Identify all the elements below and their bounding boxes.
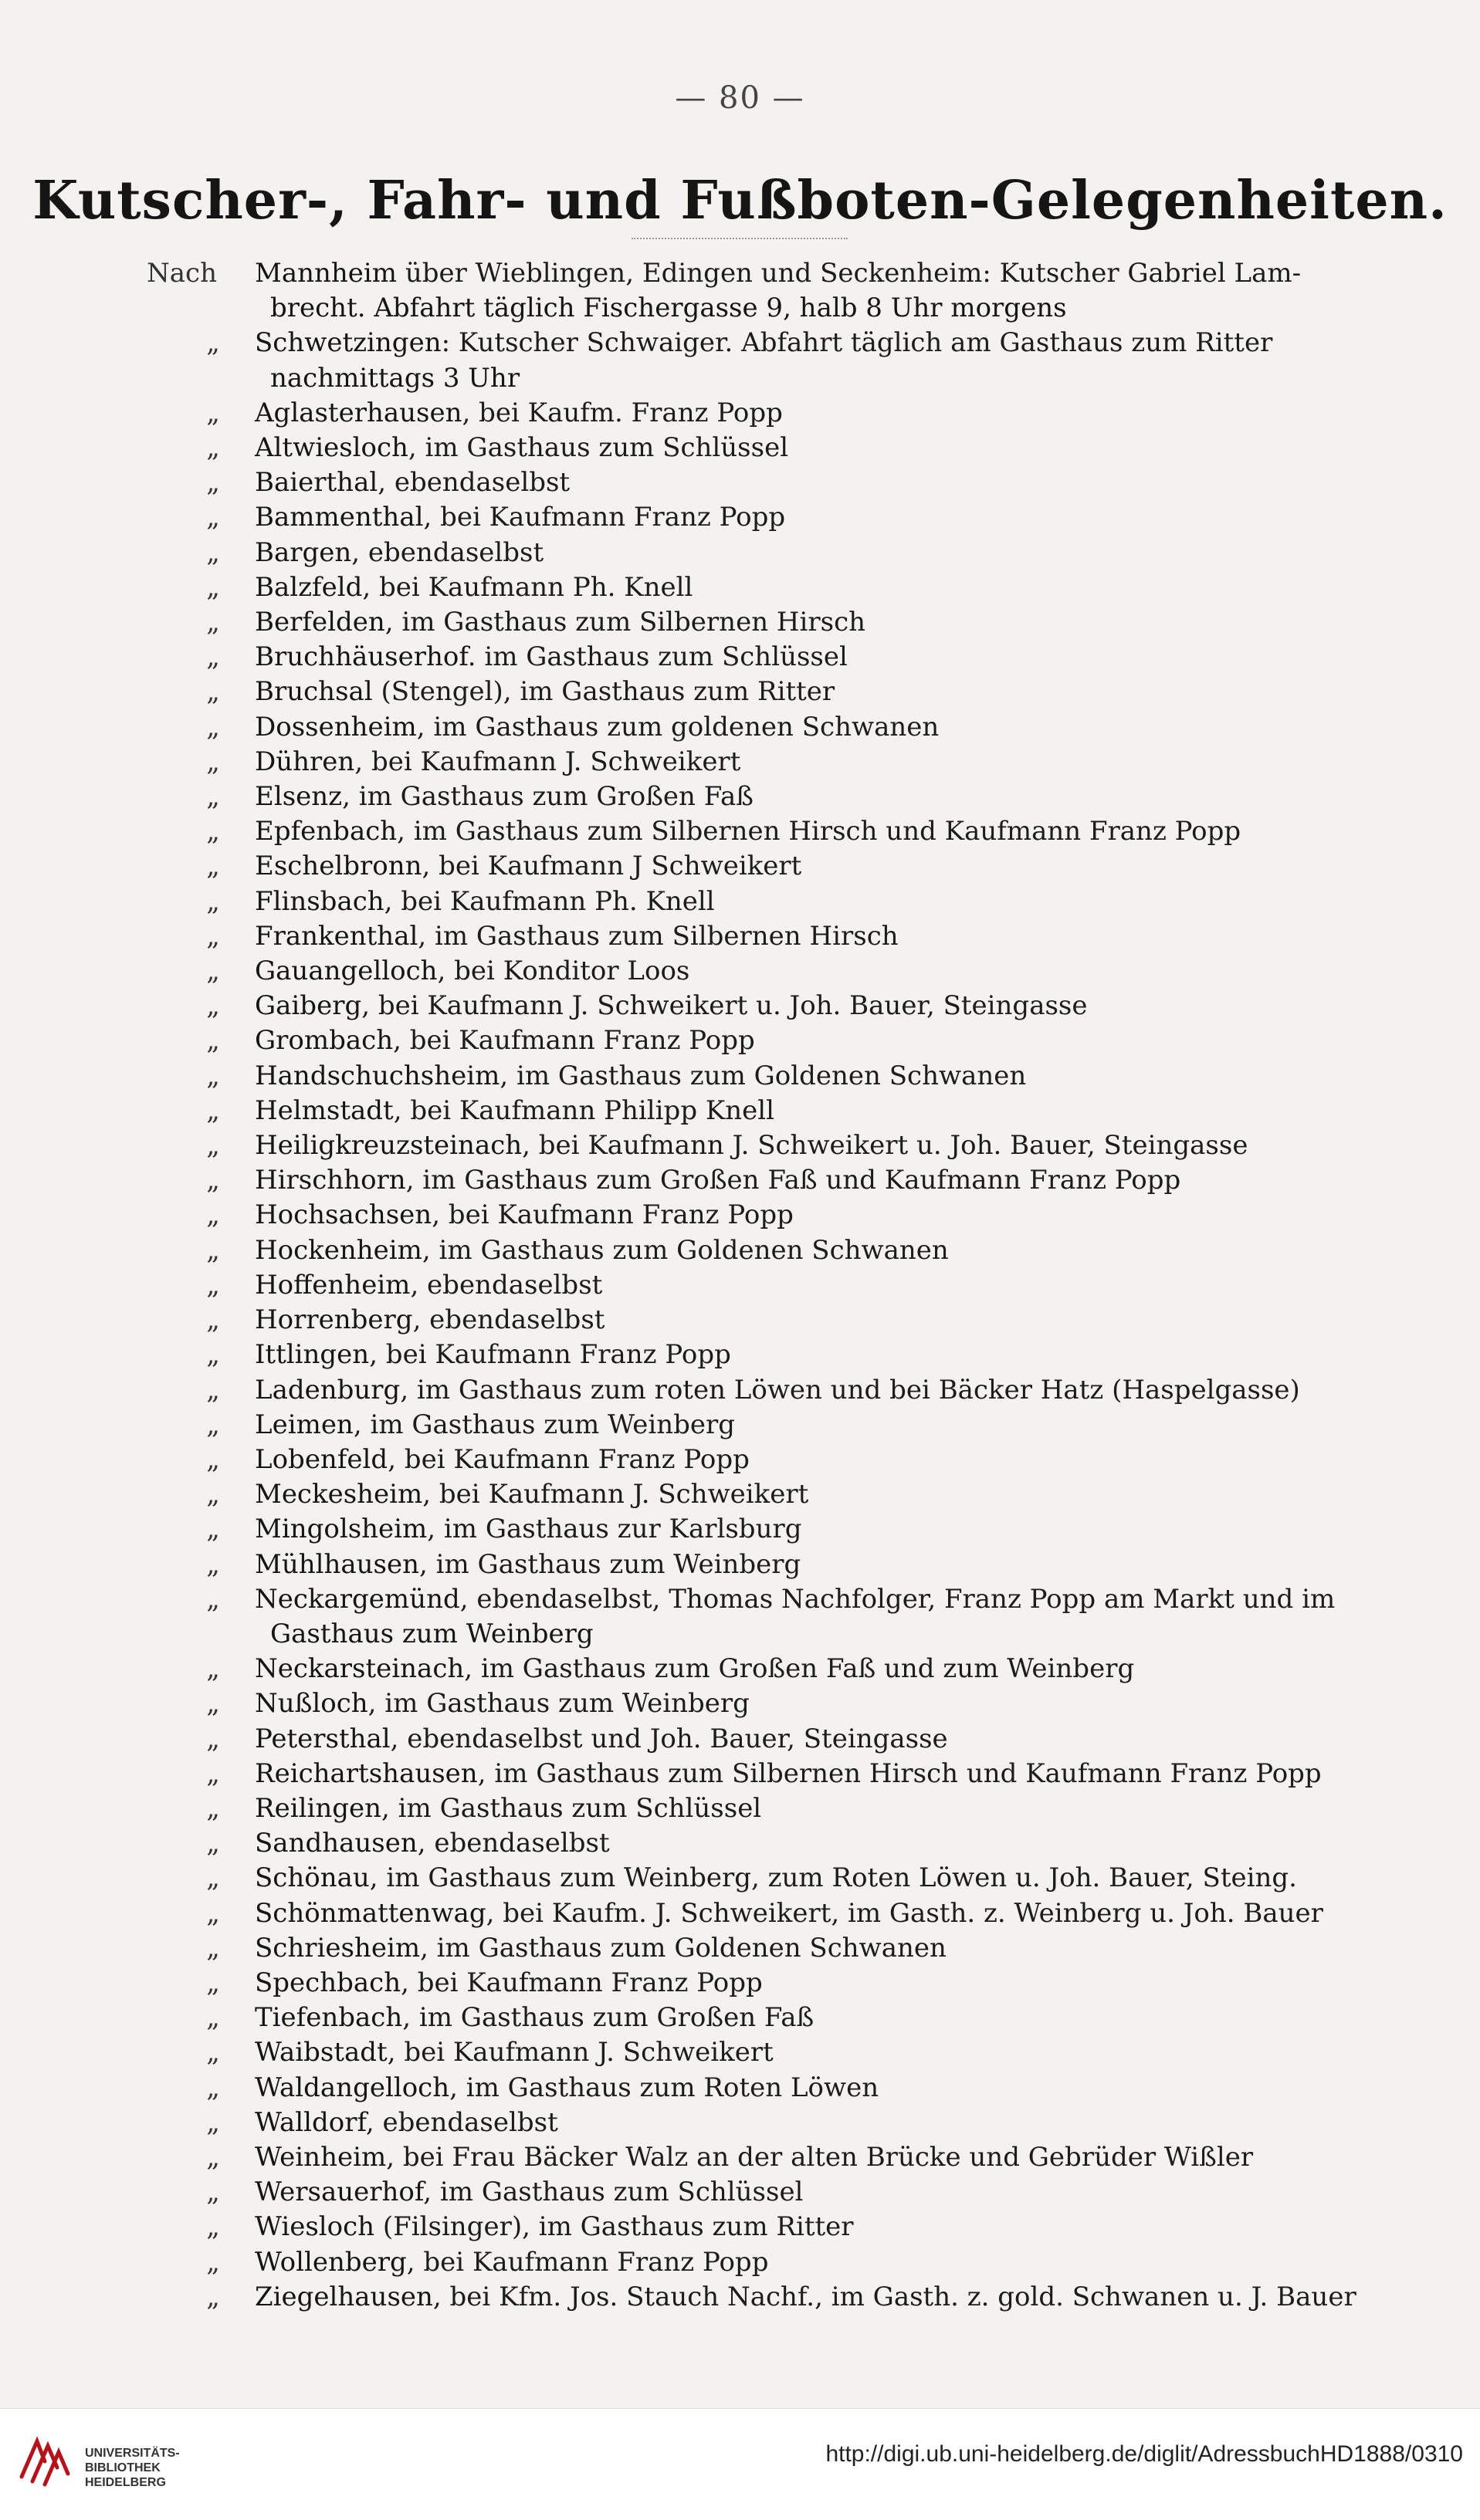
list-item <box>147 814 1413 849</box>
entry-mark: „ <box>206 2072 220 2103</box>
list-item <box>147 2001 1413 2035</box>
entry-place: Handschuchsheim <box>255 1060 500 1091</box>
entry-mark: „ <box>206 432 220 464</box>
source-url-link[interactable]: http://digi.ub.uni-heidelberg.de/diglit/AdressbuchHD1888/0310 <box>825 2441 1463 2467</box>
list-item <box>147 1373 1413 1408</box>
page-number: — 80 — <box>675 80 805 116</box>
entry-mark: „ <box>206 2211 220 2243</box>
entry-detail: , bei Kaufmann J. Schweikert u. Joh. Bauer, Steingasse <box>361 990 1088 1022</box>
entry-place: Petersthal <box>255 1723 391 1754</box>
entry-place: Dossenheim <box>255 711 417 742</box>
entry-mark: „ <box>206 536 220 568</box>
entry-mark: „ <box>206 1548 220 1580</box>
entry-mark: „ <box>206 746 220 777</box>
entry-detail: , im Gasthaus zum Silbernen Hirsch und Kaufmann Franz Popp <box>397 816 1241 847</box>
entry-detail: , bei Kaufmann Franz Popp <box>388 1443 750 1475</box>
list-item <box>147 1198 1413 1233</box>
entry-place: Ziegelhausen <box>255 2281 433 2312</box>
entry-place: Neckarsteinach <box>255 1653 465 1685</box>
entry-place: Hoffenheim <box>255 1269 411 1301</box>
entry-mark: „ <box>206 1199 220 1231</box>
entry-detail: , bei Kaufmann Franz Popp <box>432 1199 794 1231</box>
entry-mark: „ <box>206 1897 220 1929</box>
entry-place: Eschelbronn <box>255 851 422 882</box>
entry-place: Gauangelloch <box>255 956 438 987</box>
entry-mark: „ <box>206 1025 220 1057</box>
entry-detail: , bei Kaufmann Franz Popp <box>423 502 786 533</box>
entry-place: Baierthal <box>255 467 378 499</box>
entry-place: Mühlhausen <box>255 1548 420 1580</box>
entry-place: Hockenheim <box>255 1234 422 1266</box>
list-item <box>147 640 1413 675</box>
list-item <box>147 2035 1413 2070</box>
entry-detail: (Filsinger), im Gasthaus zum Ritter <box>374 2211 854 2243</box>
list-item <box>147 1861 1413 1896</box>
list-item <box>147 2280 1413 2315</box>
entry-continuation: nachmittags 3 Uhr <box>270 362 520 394</box>
entry-detail: , im Gasthaus zur Karlsburg <box>427 1514 802 1545</box>
entry-place: Weinheim <box>255 2141 387 2173</box>
list-item <box>147 1896 1413 1931</box>
list-item <box>147 1686 1413 1721</box>
list-item <box>147 780 1413 814</box>
entry-detail: , im Gasthaus zum Weinberg <box>419 1548 801 1580</box>
entry-detail: , bei Kaufmann J. Schweikert u. Joh. Bauer, Steingasse <box>522 1130 1248 1162</box>
entry-mark: „ <box>206 990 220 1022</box>
entry-mark: „ <box>206 920 220 952</box>
list-item <box>147 885 1413 919</box>
entry-mark: „ <box>206 851 220 882</box>
list-item <box>147 710 1413 745</box>
entry-mark: „ <box>206 1339 220 1371</box>
entry-detail: , bei Kaufmann Ph. Knell <box>384 885 715 917</box>
entry-place: Ittlingen <box>255 1339 370 1371</box>
entry-place: Dühren <box>255 746 355 777</box>
entry-mark: „ <box>206 1443 220 1475</box>
entry-detail: , bei Kaufmann Franz Popp <box>401 1967 763 1998</box>
entry-detail: , bei Kaufmann J. Schweikert <box>422 1479 809 1510</box>
entry-place: Aglasterhausen <box>255 397 462 428</box>
list-item <box>147 605 1413 640</box>
list-item <box>147 919 1413 954</box>
entry-mark: „ <box>206 885 220 917</box>
entry-detail: , ebendaselbst <box>378 467 571 499</box>
logo-line-2: BIBLIOTHEK <box>85 2461 161 2474</box>
entry-detail: , ebendaselbst <box>417 1828 610 1859</box>
entry-mark: „ <box>206 1479 220 1510</box>
entry-detail: , im Gasthaus zum Goldenen Schwanen <box>420 1932 947 1964</box>
list-item <box>147 1722 1413 1757</box>
entry-detail: , bei Kaufm. J. Schweikert, im Gasth. z. Weinberg u. Joh. Bauer <box>486 1897 1323 1929</box>
list-item <box>147 536 1413 570</box>
entry-mark: „ <box>206 2246 220 2278</box>
entry-mark: „ <box>206 1130 220 1162</box>
entry-detail: , im Gasthaus zum Silbernen Hirsch und Kaufmann Franz Popp <box>477 1757 1322 1789</box>
entry-place: Schwetzingen <box>255 327 442 359</box>
entry-mark: „ <box>206 1792 220 1824</box>
list-item <box>147 1931 1413 1966</box>
entry-place: Helmstadt <box>255 1094 394 1126</box>
entry-mark: „ <box>206 607 220 638</box>
entry-mark: „ <box>206 1757 220 1789</box>
entry-place: Hochsachsen <box>255 1199 432 1231</box>
entry-detail: , im Gasthaus zum Silbernen Hirsch <box>418 920 899 952</box>
entry-detail: , bei Kaufmann Ph. Knell <box>362 571 693 603</box>
entry-place: Gaiberg <box>255 990 362 1022</box>
entry-mark: „ <box>206 1060 220 1091</box>
list-item <box>147 1128 1413 1163</box>
entry-mark: „ <box>206 1514 220 1545</box>
entry-mark: „ <box>206 2141 220 2173</box>
entry-place: Sandhausen <box>255 1828 418 1859</box>
entry-place: Schönmattenwag <box>255 1897 486 1929</box>
entry-mark: „ <box>206 1269 220 1301</box>
entry-mark: „ <box>206 1723 220 1754</box>
entry-mark: „ <box>206 1653 220 1685</box>
list-item <box>147 1023 1413 1058</box>
entry-detail: , im Gasthaus zum Großen Faß <box>402 2002 815 2034</box>
entry-mark: „ <box>206 397 220 428</box>
page-title: Kutscher-, Fahr- und Fußboten-Gelegenheiten. <box>32 170 1448 232</box>
entry-continuation: brecht. Abfahrt täglich Fischergasse 9, halb 8 Uhr morgens <box>270 293 1067 324</box>
list-item <box>147 465 1413 500</box>
entry-place: Meckesheim <box>255 1479 423 1510</box>
entry-mark: „ <box>206 1967 220 1998</box>
entry-detail: , ebendaselbst <box>365 2106 558 2138</box>
footer-bar <box>0 2408 1480 2520</box>
list-item <box>147 2210 1413 2244</box>
list-item <box>147 1826 1413 1861</box>
entry-place: Nußloch <box>255 1688 368 1720</box>
list-item <box>147 1652 1413 1686</box>
list-item <box>147 2106 1413 2140</box>
list-item <box>147 989 1413 1023</box>
list-item <box>147 1582 1413 1652</box>
entry-place: Neckargemünd <box>255 1583 460 1615</box>
entry-mark: „ <box>206 2106 220 2138</box>
list-item <box>147 1094 1413 1128</box>
list-item <box>147 1059 1413 1094</box>
entry-place: Wersauerhof <box>255 2177 424 2208</box>
list-item <box>147 1163 1413 1198</box>
entry-place: Schönau <box>255 1862 370 1894</box>
entry-detail: , bei Kfm. Jos. Stauch Nachf., im Gasth. z. gold. Schwanen u. J. Bauer <box>432 2281 1356 2312</box>
entry-detail: , im Gasthaus zum Großen Faß und zum Weinberg <box>464 1653 1135 1685</box>
entry-place: Walldorf <box>255 2106 366 2138</box>
entry-detail: , ebendaselbst, Thomas Nachfolger, Franz Popp am Markt und im <box>459 1583 1336 1615</box>
logo-line-3: HEIDELBERG <box>85 2476 166 2489</box>
entry-mark: „ <box>206 1862 220 1894</box>
entry-detail: , im Gasthaus zum Silbernen Hirsch <box>384 607 866 638</box>
entry-detail: , im Gasthaus zum Weinberg <box>353 1409 736 1440</box>
entry-place: Waibstadt <box>255 2037 388 2068</box>
entry-place: Reichartshausen <box>255 1757 478 1789</box>
list-item <box>147 1408 1413 1443</box>
entry-mark: „ <box>206 676 220 708</box>
entry-place: Altwiesloch <box>255 432 408 464</box>
entry-detail: , bei Frau Bäcker Walz an der alten Brücke und Gebrüder Wißler <box>386 2141 1254 2173</box>
entry-place: Spechbach <box>255 1967 401 1998</box>
entry-mark: „ <box>206 1932 220 1964</box>
entry-mark: „ <box>206 956 220 987</box>
entry-detail: , bei Kaufm. Franz Popp <box>462 397 783 428</box>
list-item <box>147 954 1413 989</box>
entry-place: Lobenfeld <box>255 1443 388 1475</box>
entry-mark: „ <box>206 711 220 742</box>
entry-place: Ladenburg <box>255 1374 401 1405</box>
entry-place: Elsenz <box>255 781 343 813</box>
entry-mark: „ <box>206 1374 220 1405</box>
entry-detail: , bei Kaufmann J. Schweikert <box>387 2037 774 2068</box>
entry-mark: „ <box>206 571 220 603</box>
list-item <box>147 326 1413 395</box>
entry-detail: über Wieblingen, Edingen und Seckenheim: Kutscher Gabriel Lam- <box>397 258 1302 289</box>
entry-detail: , ebendaselbst und Joh. Bauer, Steingasse <box>390 1723 948 1754</box>
entry-place: Frankenthal <box>255 920 418 952</box>
list-item <box>147 2071 1413 2106</box>
entry-place: Bammenthal <box>255 502 424 533</box>
list-item <box>147 2175 1413 2210</box>
entry-place: Epfenbach <box>255 816 398 847</box>
entry-detail: , bei Konditor Loos <box>437 956 690 987</box>
entry-detail: , im Gasthaus zum Schlüssel <box>408 432 789 464</box>
entry-detail: , im Gasthaus zum Schlüssel <box>423 2177 804 2208</box>
list-item <box>147 1477 1413 1512</box>
list-item <box>147 1548 1413 1582</box>
list-item <box>147 1443 1413 1477</box>
entry-place: Leimen <box>255 1409 354 1440</box>
entry-mark: „ <box>206 1304 220 1336</box>
entry-detail: , im Gasthaus zum Weinberg <box>367 1688 750 1720</box>
list-item <box>147 1338 1413 1372</box>
entry-place: Reilingen <box>255 1792 382 1824</box>
entry-place: Grombach <box>255 1025 394 1057</box>
entry-mark: „ <box>206 1688 220 1720</box>
list-item <box>147 500 1413 535</box>
entry-place: Wollenberg <box>255 2246 407 2278</box>
entry-continuation: Gasthaus zum Weinberg <box>270 1618 594 1649</box>
list-item <box>147 1512 1413 1547</box>
entry-place: Schriesheim <box>255 1932 421 1964</box>
entry-mark: „ <box>206 2037 220 2068</box>
entry-place: Flinsbach <box>255 885 384 917</box>
list-item <box>147 431 1413 465</box>
library-logo-text <box>85 2446 180 2490</box>
entry-mark: „ <box>206 1583 220 1615</box>
list-item <box>147 1791 1413 1826</box>
entry-mark: „ <box>206 1409 220 1440</box>
entry-place: Hirschhorn <box>255 1165 406 1196</box>
entry-detail: , im Gasthaus zum Schlüssel <box>381 1792 762 1824</box>
list-item <box>147 1268 1413 1303</box>
list-item <box>147 1233 1413 1268</box>
entry-detail: , bei Kaufmann Franz Popp <box>369 1339 731 1371</box>
entry-place: Mannheim <box>255 258 398 289</box>
entry-mark: „ <box>206 327 220 359</box>
entry-place: Waldangelloch <box>255 2072 450 2103</box>
entry-mark: „ <box>206 1234 220 1266</box>
entry-place: Bargen <box>255 536 352 568</box>
entry-detail: : Kutscher Schwaiger. Abfahrt täglich am Gasthaus zum Ritter <box>441 327 1273 359</box>
entry-place: Balzfeld <box>255 571 363 603</box>
entry-place: Tiefenbach <box>255 2002 403 2034</box>
list-item <box>147 396 1413 431</box>
entry-mark: „ <box>206 1828 220 1859</box>
entry-detail: , ebendaselbst <box>412 1304 605 1336</box>
entry-mark: „ <box>206 1094 220 1126</box>
entry-mark: „ <box>206 2177 220 2208</box>
entry-detail: (Stengel), im Gasthaus zum Ritter <box>372 676 835 708</box>
list-item <box>147 745 1413 780</box>
entry-detail: , bei Kaufmann Philipp Knell <box>393 1094 775 1126</box>
entry-detail: , im Gasthaus zum Goldenen Schwanen <box>422 1234 949 1266</box>
entry-detail: , bei Kaufmann J Schweikert <box>422 851 802 882</box>
entry-place: Mingolsheim <box>255 1514 428 1545</box>
entry-mark: „ <box>206 781 220 813</box>
library-logo[interactable] <box>14 2430 191 2500</box>
entry-mark: „ <box>206 641 220 673</box>
library-logo-icon <box>14 2430 76 2492</box>
list-item <box>147 1303 1413 1338</box>
entry-detail: , im Gasthaus zum roten Löwen und bei Bäcker Hatz (Haspelgasse) <box>400 1374 1300 1405</box>
entry-place: Wiesloch <box>255 2211 375 2243</box>
entry-mark: „ <box>206 816 220 847</box>
entry-mark: „ <box>206 502 220 533</box>
list-item <box>147 2140 1413 2175</box>
entry-detail: , im Gasthaus zum Weinberg, zum Roten Löwen u. Joh. Bauer, Steing. <box>369 1862 1297 1894</box>
entry-place: Heiligkreuzsteinach <box>255 1130 523 1162</box>
entry-mark: Nach <box>147 258 217 289</box>
entry-detail: , bei Kaufmann Franz Popp <box>393 1025 755 1057</box>
entry-detail: , im Gasthaus zum Großen Faß und Kaufmann Franz Popp <box>405 1165 1181 1196</box>
list-item <box>147 849 1413 884</box>
title-divider <box>632 238 848 239</box>
entry-place: Bruchhäuserhof <box>255 641 468 673</box>
entry-detail: . im Gasthaus zum Schlüssel <box>467 641 848 673</box>
list-item <box>147 1966 1413 2001</box>
entry-mark: „ <box>206 467 220 499</box>
entry-detail: , im Gasthaus zum goldenen Schwanen <box>416 711 940 742</box>
entry-mark: „ <box>206 1165 220 1196</box>
entry-detail: , ebendaselbst <box>351 536 544 568</box>
entry-place: Bruchsal <box>255 676 373 708</box>
entry-mark: „ <box>206 2281 220 2312</box>
entry-detail: , ebendaselbst <box>410 1269 603 1301</box>
list-item <box>147 256 1413 326</box>
entries-list <box>147 256 1413 2315</box>
list-item <box>147 570 1413 605</box>
list-item <box>147 1757 1413 1791</box>
entry-detail: , im Gasthaus zum Goldenen Schwanen <box>500 1060 1027 1091</box>
list-item <box>147 2245 1413 2280</box>
entry-detail: , bei Kaufmann Franz Popp <box>406 2246 769 2278</box>
list-item <box>147 675 1413 709</box>
entry-detail: , im Gasthaus zum Großen Faß <box>342 781 754 813</box>
entry-place: Horrenberg <box>255 1304 413 1336</box>
entry-place: Berfelden <box>255 607 385 638</box>
logo-line-1: UNIVERSITÄTS- <box>85 2447 180 2460</box>
entry-detail: , bei Kaufmann J. Schweikert <box>354 746 741 777</box>
entry-mark: „ <box>206 2002 220 2034</box>
entry-detail: , im Gasthaus zum Roten Löwen <box>449 2072 879 2103</box>
